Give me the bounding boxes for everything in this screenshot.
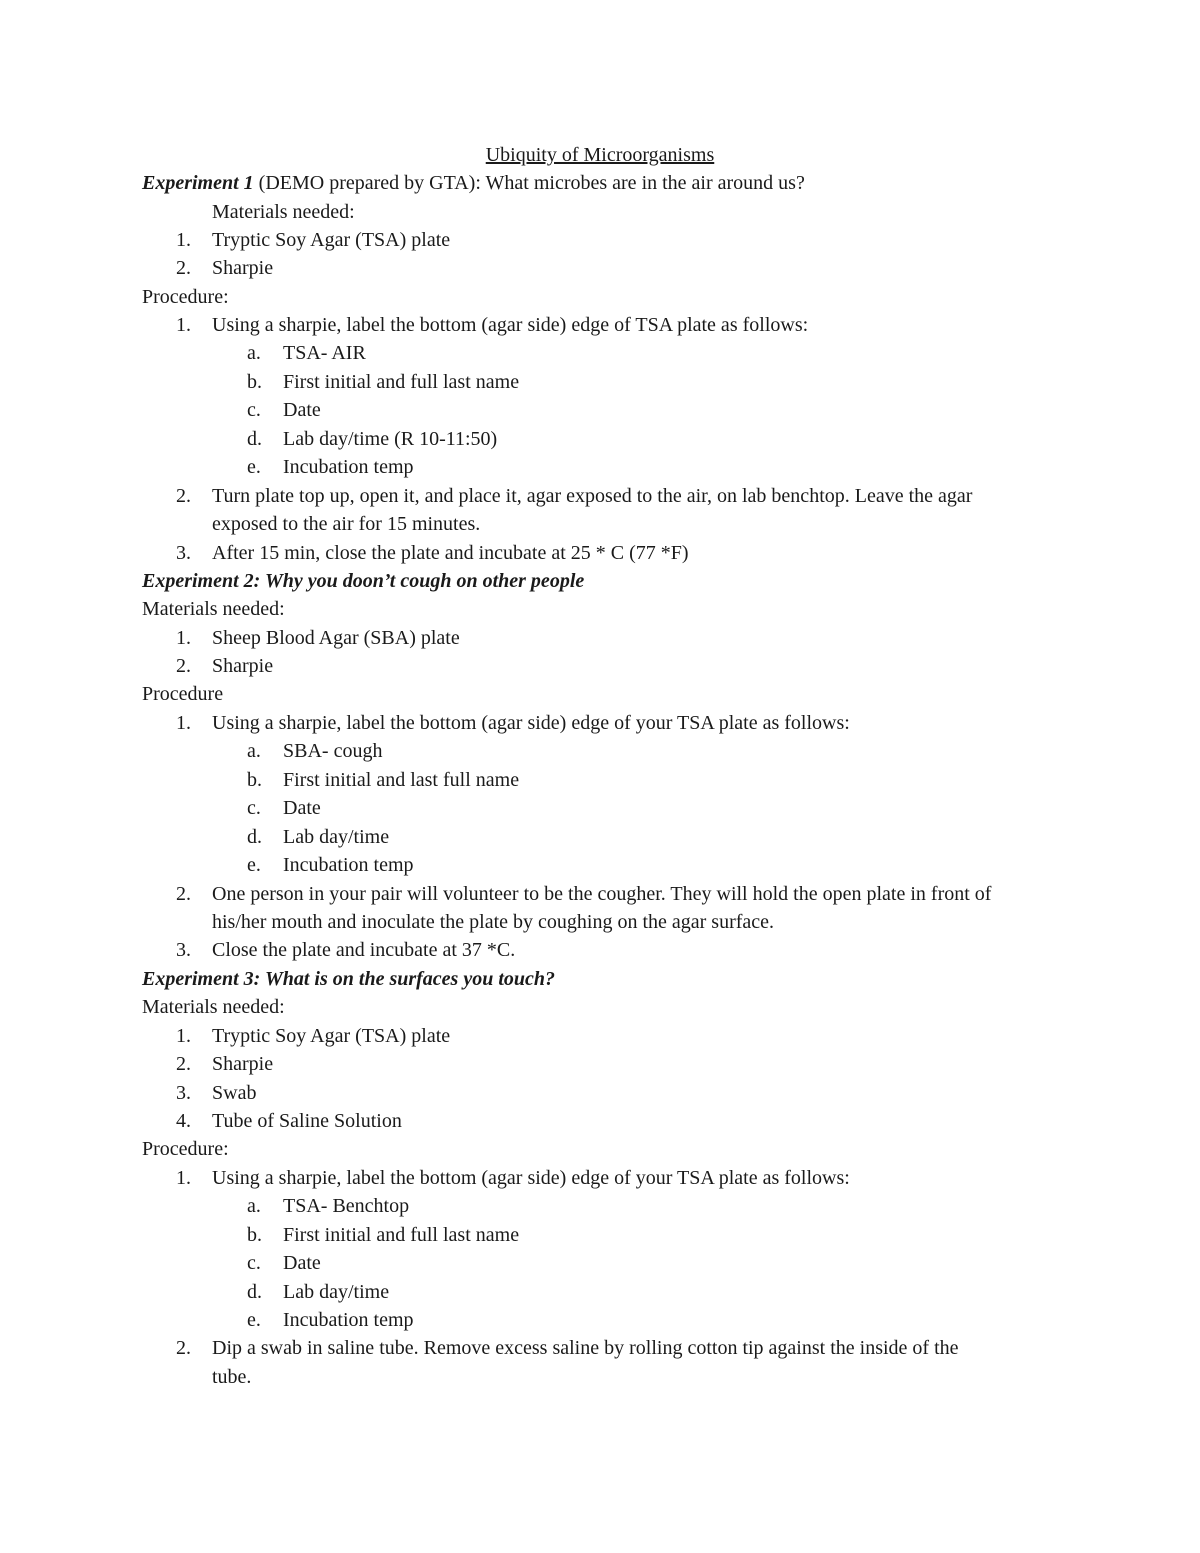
sub-list-marker: e. — [247, 854, 261, 876]
exp3-step-1: Using a sharpie, label the bottom (agar side) edge of your TSA plate as follows: — [212, 1167, 850, 1189]
exp2-label-item: First initial and last full name — [283, 769, 520, 791]
list-marker: 2. — [176, 655, 191, 677]
exp1-material-item: Sharpie — [212, 257, 274, 279]
exp3-label-item: Lab day/time — [283, 1281, 390, 1303]
exp3-label-item: TSA- Benchtop — [283, 1195, 410, 1217]
exp2-step-2-line-1: One person in your pair will volunteer to be the cougher. They will hold the open plate in front of — [212, 883, 992, 905]
exp1-label-item: Incubation temp — [283, 456, 414, 478]
list-marker: 3. — [176, 1082, 191, 1104]
list-marker: 1. — [176, 627, 191, 649]
exp3-procedure-label: Procedure: — [142, 1138, 229, 1160]
sub-list-marker: e. — [247, 1309, 261, 1331]
experiment-3-heading-text: Experiment 3: What is on the surfaces you touch? — [142, 968, 556, 990]
exp3-material-item: Sharpie — [212, 1053, 274, 1075]
exp2-material-item: Sheep Blood Agar (SBA) plate — [212, 627, 460, 649]
exp2-label-item: Lab day/time — [283, 826, 390, 848]
exp2-step-3: Close the plate and incubate at 37 *C. — [212, 939, 516, 961]
list-marker: 2. — [176, 1053, 191, 1075]
sub-list-marker: e. — [247, 456, 261, 478]
exp1-step-2-line-2: exposed to the air for 15 minutes. — [212, 513, 481, 535]
list-marker: 1. — [176, 1025, 191, 1047]
sub-list-marker: d. — [247, 826, 262, 848]
list-marker: 1. — [176, 229, 191, 251]
exp3-step-2-line-2: tube. — [212, 1366, 252, 1388]
exp3-material-item: Tryptic Soy Agar (TSA) plate — [212, 1025, 451, 1047]
experiment-3-heading — [142, 965, 555, 993]
experiment-1-label: Experiment 1 — [142, 172, 254, 194]
list-marker: 2. — [176, 1337, 191, 1359]
sub-list-marker: b. — [247, 769, 262, 791]
exp1-label-item: TSA- AIR — [283, 342, 366, 364]
list-marker: 2. — [176, 883, 191, 905]
exp2-step-1: Using a sharpie, label the bottom (agar side) edge of your TSA plate as follows: — [212, 712, 850, 734]
list-marker: 1. — [176, 314, 191, 336]
exp2-procedure-label: Procedure — [142, 683, 224, 705]
exp2-materials-label: Materials needed: — [142, 598, 285, 620]
experiment-2-heading — [142, 567, 584, 595]
exp3-material-item: Swab — [212, 1082, 257, 1104]
experiment-2-heading-text: Experiment 2: Why you doon’t cough on other people — [142, 570, 585, 592]
exp1-step-3: After 15 min, close the plate and incubate at 25 * C (77 *F) — [212, 542, 689, 564]
sub-list-marker: c. — [247, 1252, 261, 1274]
exp3-label-item: Date — [283, 1252, 321, 1274]
exp3-material-item: Tube of Saline Solution — [212, 1110, 402, 1132]
sub-list-marker: d. — [247, 428, 262, 450]
exp1-procedure-label: Procedure: — [142, 286, 229, 308]
sub-list-marker: c. — [247, 797, 261, 819]
exp3-step-2-line-1: Dip a swab in saline tube. Remove excess saline by rolling cotton tip against the inside of the — [212, 1337, 959, 1359]
list-marker: 1. — [176, 1167, 191, 1189]
list-marker: 3. — [176, 939, 191, 961]
exp2-label-item: Incubation temp — [283, 854, 414, 876]
exp1-material-item: Tryptic Soy Agar (TSA) plate — [212, 229, 451, 251]
list-marker: 1. — [176, 712, 191, 734]
exp1-materials-label: Materials needed: — [212, 201, 355, 223]
exp1-label-item: Lab day/time (R 10-11:50) — [283, 428, 498, 450]
experiment-1-question: (DEMO prepared by GTA): What microbes are in the air around us? — [253, 172, 805, 194]
exp1-step-1: Using a sharpie, label the bottom (agar side) edge of TSA plate as follows: — [212, 314, 809, 336]
list-marker: 3. — [176, 542, 191, 564]
document-title: Ubiquity of Microorganisms — [485, 144, 715, 166]
list-marker: 4. — [176, 1110, 191, 1132]
sub-list-marker: a. — [247, 1195, 261, 1217]
exp2-label-item: Date — [283, 797, 321, 819]
sub-list-marker: a. — [247, 342, 261, 364]
exp2-material-item: Sharpie — [212, 655, 274, 677]
sub-list-marker: a. — [247, 740, 261, 762]
sub-list-marker: c. — [247, 399, 261, 421]
list-marker: 2. — [176, 257, 191, 279]
exp1-step-2-line-1: Turn plate top up, open it, and place it, agar exposed to the air, on lab benchtop. Leave the agar — [212, 485, 973, 507]
exp2-label-item: SBA- cough — [283, 740, 383, 762]
exp3-materials-label: Materials needed: — [142, 996, 285, 1018]
sub-list-marker: d. — [247, 1281, 262, 1303]
sub-list-marker: b. — [247, 1224, 262, 1246]
exp1-label-item: First initial and full last name — [283, 371, 520, 393]
exp1-label-item: Date — [283, 399, 321, 421]
sub-list-marker: b. — [247, 371, 262, 393]
exp3-label-item: First initial and full last name — [283, 1224, 520, 1246]
exp3-label-item: Incubation temp — [283, 1309, 414, 1331]
list-marker: 2. — [176, 485, 191, 507]
exp2-step-2-line-2: his/her mouth and inoculate the plate by coughing on the agar surface. — [212, 911, 775, 933]
experiment-1-heading — [142, 169, 805, 197]
